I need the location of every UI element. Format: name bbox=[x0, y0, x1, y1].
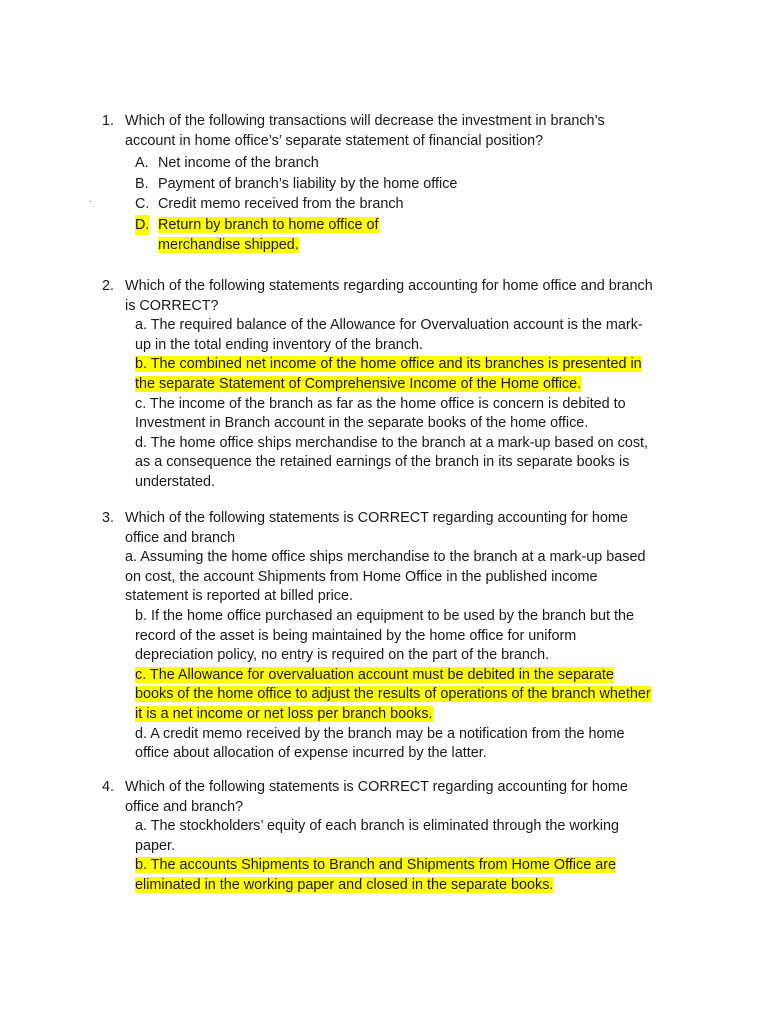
choice-label: A. bbox=[135, 155, 149, 172]
choice-d bbox=[135, 434, 692, 493]
choice-list bbox=[135, 316, 692, 492]
question-1 bbox=[102, 112, 692, 256]
choice-b-correct bbox=[135, 355, 692, 394]
choice-text: Net income of the branch bbox=[158, 155, 319, 172]
stem-line: Which of the following statements is CORRECT regarding accounting for home bbox=[125, 779, 628, 795]
choice-text: Payment of branch’s liability by the home office bbox=[158, 175, 458, 192]
choice-line: paper. bbox=[135, 837, 176, 854]
stem-line: Which of the following transactions will decrease the investment in branch’s bbox=[125, 113, 605, 129]
choice-text: Return by branch to home office of bbox=[158, 216, 379, 233]
stem-line: Which of the following statements is CORRECT regarding accounting for home bbox=[125, 510, 628, 526]
question-number: 4. bbox=[102, 779, 115, 795]
question-stem bbox=[125, 778, 692, 817]
choice-line: statement is reported at billed price. bbox=[125, 588, 353, 605]
question-stem bbox=[125, 112, 692, 151]
stem-line: is CORRECT? bbox=[125, 297, 219, 314]
choice-label: B. bbox=[135, 175, 149, 192]
choice-line: office about allocation of expense incurred by the latter. bbox=[135, 745, 487, 762]
choice-a bbox=[125, 548, 692, 607]
stem-line: account in home office’s’ separate statement of financial position? bbox=[125, 132, 544, 149]
question-4 bbox=[102, 778, 692, 896]
choice-list bbox=[135, 817, 692, 895]
question-number: 2. bbox=[102, 278, 115, 294]
choice-label: D. bbox=[135, 215, 149, 236]
choice-line: understated. bbox=[135, 473, 216, 490]
choice-b-correct bbox=[135, 856, 692, 895]
choice-d bbox=[135, 725, 692, 764]
choice-label: C. bbox=[135, 196, 150, 213]
choice-line: depreciation policy, no entry is required on the part of the branch. bbox=[135, 647, 550, 664]
question-number: 1. bbox=[102, 113, 115, 129]
choice-b bbox=[135, 174, 692, 195]
choice-line: the separate Statement of Comprehensive Income of the Home office. bbox=[135, 375, 582, 392]
choice-line: it is a net income or net loss per branch books. bbox=[135, 705, 433, 722]
choice-line: books of the home office to adjust the results of operations of the branch whether bbox=[135, 686, 651, 703]
choice-line: Investment in Branch account in the separate books of the home office. bbox=[135, 415, 589, 432]
choice-line: c. The Allowance for overvaluation account must be debited in the separate bbox=[135, 666, 614, 683]
choice-c bbox=[135, 395, 692, 434]
choice-c bbox=[135, 194, 692, 215]
choice-line: b. If the home office purchased an equipment to be used by the branch but the bbox=[135, 607, 634, 624]
stem-line: Which of the following statements regarding accounting for home office and branch bbox=[125, 278, 653, 294]
choice-a bbox=[135, 316, 692, 355]
choice-c-correct bbox=[135, 666, 692, 725]
stray-mark: · bbox=[89, 196, 93, 207]
choice-text: Credit memo received from the branch bbox=[158, 196, 404, 213]
question-stem bbox=[125, 277, 692, 316]
choice-text: merchandise shipped. bbox=[158, 237, 299, 254]
choice-line: c. The income of the branch as far as the home office is concern is debited to bbox=[135, 395, 626, 412]
choice-line: record of the asset is being maintained by the home office for uniform bbox=[135, 627, 577, 644]
choice-line: d. The home office ships merchandise to the branch at a mark-up based on cost, bbox=[135, 434, 649, 451]
choice-line: as a consequence the retained earnings of the branch in its separate books is bbox=[135, 454, 630, 471]
choice-line: b. The accounts Shipments to Branch and Shipments from Home Office are bbox=[135, 857, 616, 874]
choice-list bbox=[135, 153, 692, 256]
question-2 bbox=[102, 277, 692, 493]
choice-b bbox=[135, 607, 692, 666]
choice-line: eliminated in the working paper and closed in the separate books. bbox=[135, 876, 554, 893]
choice-d-correct bbox=[135, 215, 692, 256]
choice-line: a. The required balance of the Allowance for Overvaluation account is the mark- bbox=[135, 317, 643, 334]
choice-line: a. Assuming the home office ships merchandise to the branch at a mark-up based bbox=[125, 549, 646, 566]
choice-line: b. The combined net income of the home office and its branches is presented in bbox=[135, 356, 642, 373]
choice-list bbox=[135, 607, 692, 764]
choice-line: up in the total ending inventory of the branch. bbox=[135, 336, 424, 353]
stem-line: office and branch? bbox=[125, 798, 244, 815]
stem-line: office and branch bbox=[125, 529, 236, 546]
choice-line: on cost, the account Shipments from Home Office in the published income bbox=[125, 568, 598, 585]
question-number: 3. bbox=[102, 510, 115, 526]
choice-a bbox=[135, 817, 692, 856]
choice-line: a. The stockholders’ equity of each branch is eliminated through the working bbox=[135, 818, 619, 835]
question-3 bbox=[102, 509, 692, 764]
choice-line: d. A credit memo received by the branch may be a notification from the home bbox=[135, 725, 625, 742]
question-stem bbox=[125, 509, 692, 548]
choice-a bbox=[135, 153, 692, 174]
